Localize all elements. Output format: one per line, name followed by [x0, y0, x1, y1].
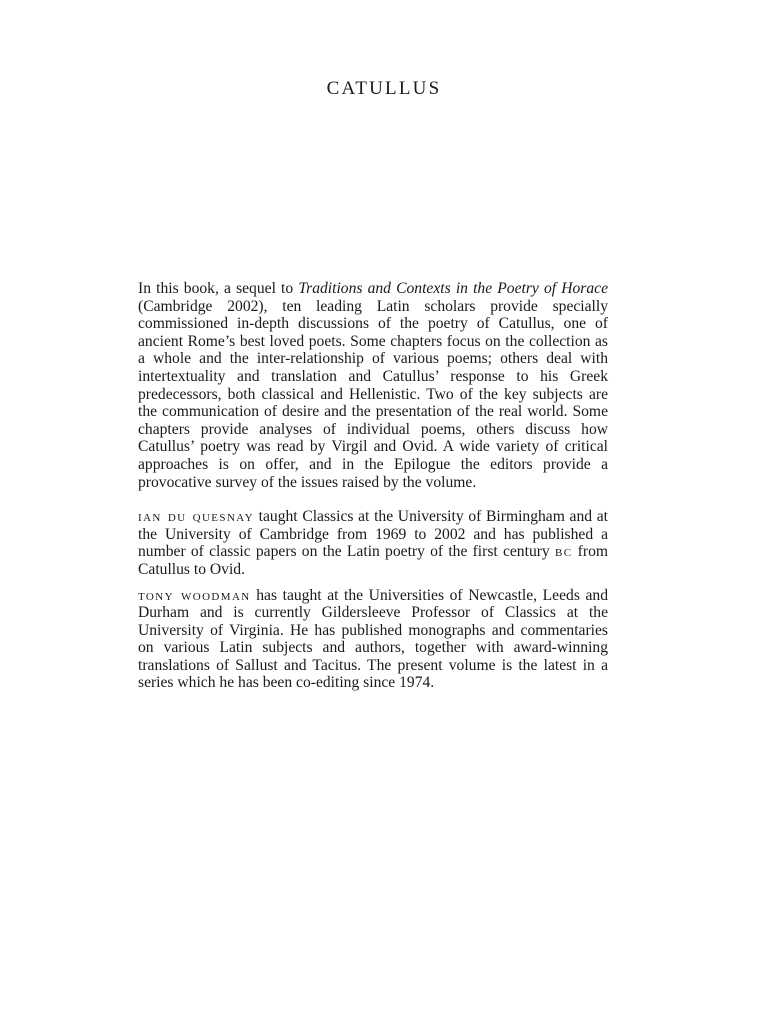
page-title: CATULLUS — [326, 78, 442, 99]
description-paragraph — [138, 280, 608, 491]
editor-bio-text-end: from Catullus to Ovid. — [138, 543, 608, 578]
editor-bio-woodman — [138, 587, 608, 693]
editor-name: ian du quesnay — [138, 508, 254, 526]
editor-bio-text: has taught at the Universities of Newcastle, Leeds and Durham and is currently Gildersleeve Professor of Classics at the University of Virginia. He has published monographs and commentaries on various Latin subjects and authors, together with award-winning translations of Sallust and Tacitus. The present volume is the latest in a series which he has been co-editing since 1974. — [138, 586, 609, 692]
book-description — [138, 280, 608, 692]
era-abbreviation: bc — [554, 543, 573, 561]
book-title-reference: Traditions and Contexts in the Poetry of Horace — [298, 280, 608, 297]
editor-name: tony woodman — [138, 586, 251, 604]
editor-bio-text: taught Classics at the University of Birmingham and at the University of Cambridge from 1969 to 2002 and has published a number of classic papers on the Latin poetry of the first century — [138, 508, 608, 561]
description-intro: In this book, a sequel to — [138, 280, 299, 297]
description-body: (Cambridge 2002), ten leading Latin scholars provide specially commissioned in-depth discussions of the poetry of Catullus, one of ancient Rome’s best loved poets. Some chapters focus on the collection as a whole and the inter-relationship of various poems; others deal with intertextuality and translation and Catullus’ response to his Greek predecessors, both classical and Hellenistic. Two of the key subjects are the communication of desire and the presentation of the real world. Some chapters provide analyses of individual poems, others discuss how Catullus’ poetry was read by Virgil and Ovid. A wide variety of critical approaches is on offer, and in the Epilogue the editors provide a provocative survey of the issues raised by the volume. — [138, 297, 608, 491]
editor-bio-du-quesnay — [138, 508, 608, 578]
